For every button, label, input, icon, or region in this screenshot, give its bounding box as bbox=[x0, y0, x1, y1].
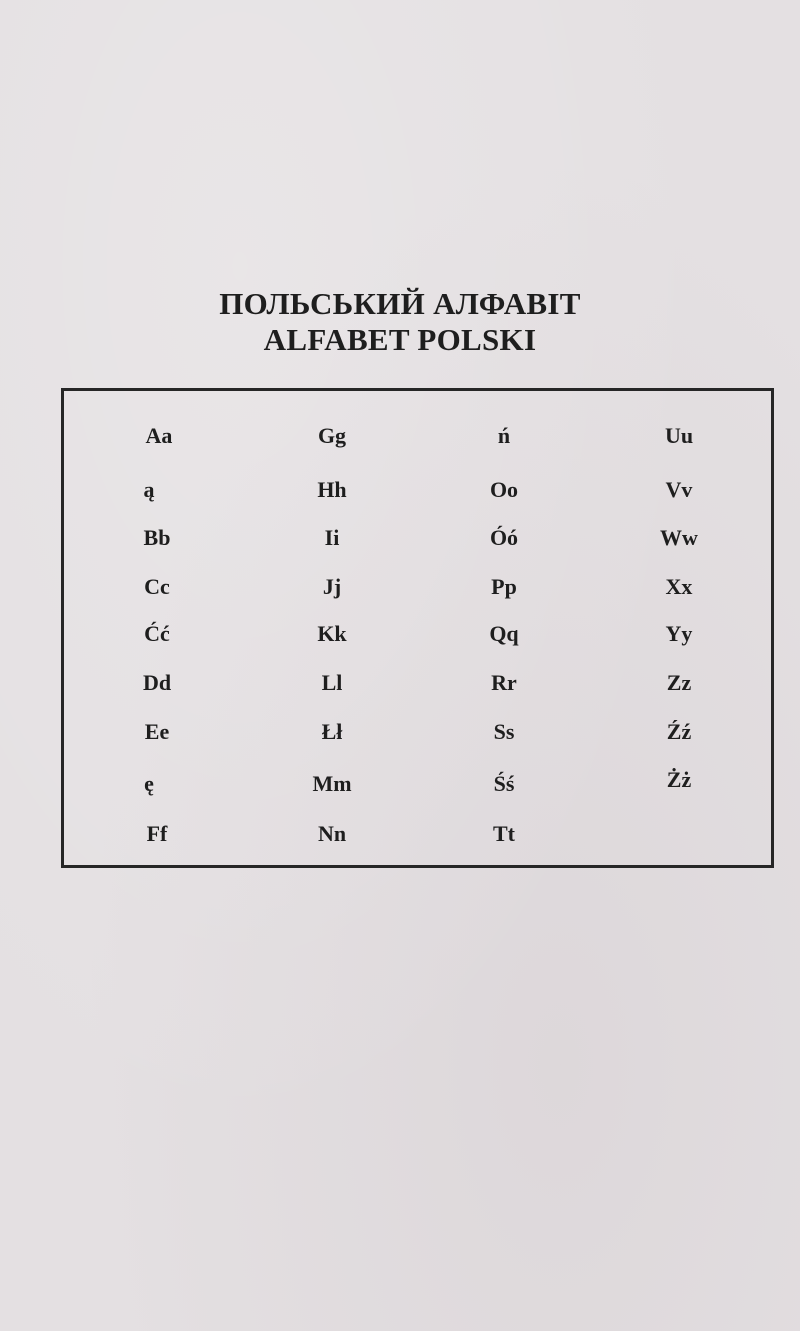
letter-cell: Qq bbox=[489, 621, 519, 646]
letter-cell: Ii bbox=[324, 525, 340, 550]
letter-cell: ń bbox=[497, 423, 511, 448]
letter-cell: Yy bbox=[665, 621, 693, 646]
letter-cell: Hh bbox=[317, 477, 347, 502]
letter-cell: Ll bbox=[321, 670, 343, 695]
letter-cell: Jj bbox=[322, 574, 342, 599]
letter-cell: Ćć bbox=[144, 621, 170, 646]
letter-cell: Rr bbox=[491, 670, 517, 695]
letter-cell: Ss bbox=[493, 719, 515, 744]
letter-cell: Ff bbox=[146, 821, 168, 846]
letter-cell: Śś bbox=[493, 771, 515, 796]
letter-cell: Óó bbox=[489, 525, 519, 550]
letter-cell: Mm bbox=[312, 771, 352, 796]
alphabet-table bbox=[61, 388, 774, 868]
letter-cell: ę bbox=[144, 771, 154, 796]
letter-cell: Cc bbox=[144, 574, 170, 599]
title-ukrainian: ПОЛЬСЬКИЙ АЛФАВІТ bbox=[219, 286, 581, 321]
letter-cell: Dd bbox=[142, 670, 172, 695]
letter-cell: Bb bbox=[143, 525, 171, 550]
letter-cell: Łł bbox=[321, 719, 343, 744]
letter-cell: Tt bbox=[493, 821, 515, 846]
letter-cell: Kk bbox=[317, 621, 347, 646]
letter-cell: Gg bbox=[317, 423, 347, 448]
letter-cell: Ee bbox=[144, 719, 170, 744]
letter-cell: Oo bbox=[489, 477, 519, 502]
letter-cell: Pp bbox=[491, 574, 517, 599]
letter-cell: ą bbox=[143, 477, 155, 502]
letter-cell: Zz bbox=[666, 670, 692, 695]
letter-cell: Żż bbox=[666, 767, 692, 792]
letter-cell: Xx bbox=[665, 574, 693, 599]
letter-cell: Vv bbox=[665, 477, 693, 502]
title-polish: ALFABET POLSKI bbox=[263, 322, 537, 357]
letter-cell: Uu bbox=[664, 423, 694, 448]
letter-cell: Źź bbox=[666, 719, 692, 744]
letter-cell: Aa bbox=[145, 423, 173, 448]
letter-cell: Nn bbox=[317, 821, 347, 846]
letter-cell: Ww bbox=[660, 525, 698, 550]
